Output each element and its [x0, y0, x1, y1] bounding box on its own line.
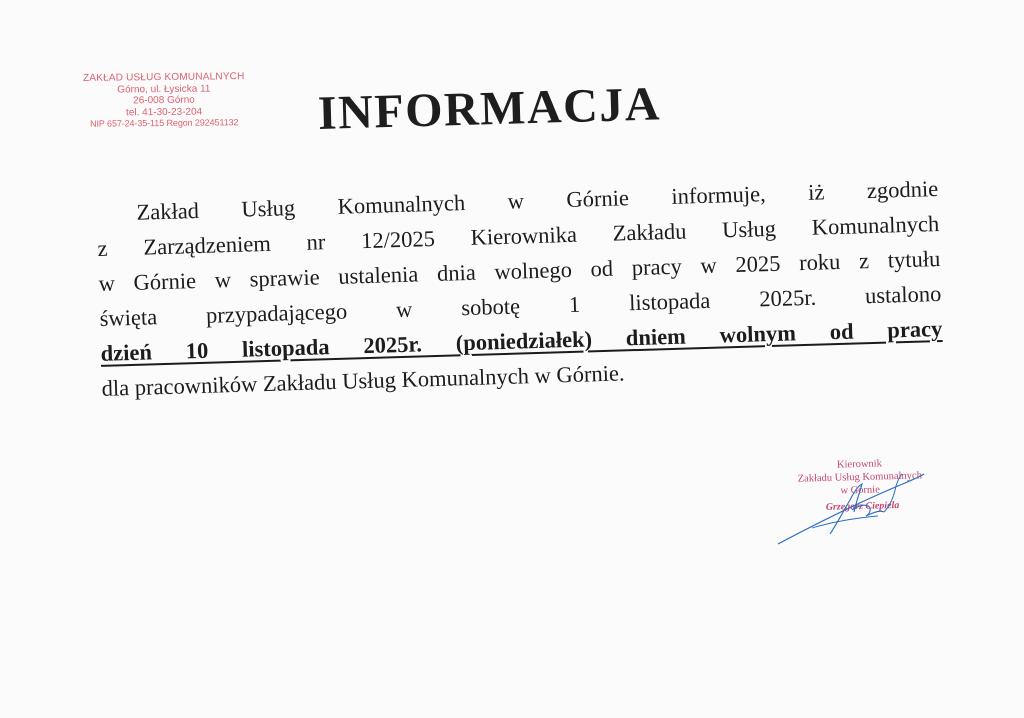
- body-line: dla pracowników Zakładu Usług Komunalnych w Górnie.: [101, 360, 625, 401]
- body-line: Zakład Usług Komunalnych w Górnie informuje, iż zgodnie: [136, 176, 939, 225]
- announcement-body: [96, 171, 944, 406]
- signature-stamp-place: w Górnie: [840, 484, 880, 497]
- signature-stamp-organization: Zakładu Usług Komunalnych: [797, 470, 923, 485]
- stamp-phone: tel. 41-30-23-204: [125, 106, 203, 119]
- handwritten-signature: [772, 470, 932, 552]
- body-line: w Górnie w sprawie ustalenia dnia wolnego od pracy w 2025 roku z tytułu: [98, 245, 941, 296]
- stamp-tax-ids: NIP 657-24-35-115 Regon 292451132: [90, 117, 239, 130]
- signature-stamp-role: Kierownik: [836, 458, 883, 471]
- institution-stamp: [78, 71, 251, 131]
- stamp-address: Górno, ul. Łysicka 11: [117, 83, 211, 96]
- stamp-postal-code: 26-008 Górno: [133, 94, 195, 107]
- stamp-institution-name: ZAKŁAD USŁUG KOMUNALNYCH: [82, 71, 245, 84]
- document-title: INFORMACJA: [317, 77, 662, 140]
- body-line: z Zarządzeniem nr 12/2025 Kierownika Zakładu Usług Komunalnych: [97, 211, 940, 261]
- signature-stamp-name: Grzegorz Ciepiela: [825, 499, 900, 513]
- body-line: święta przypadającego w sobotę 1 listopada 2025r. ustalono: [99, 280, 942, 331]
- highlighted-day-off-line: dzień 10 listopada 2025r. (poniedziałek) dniem wolnym od pracy: [100, 315, 943, 366]
